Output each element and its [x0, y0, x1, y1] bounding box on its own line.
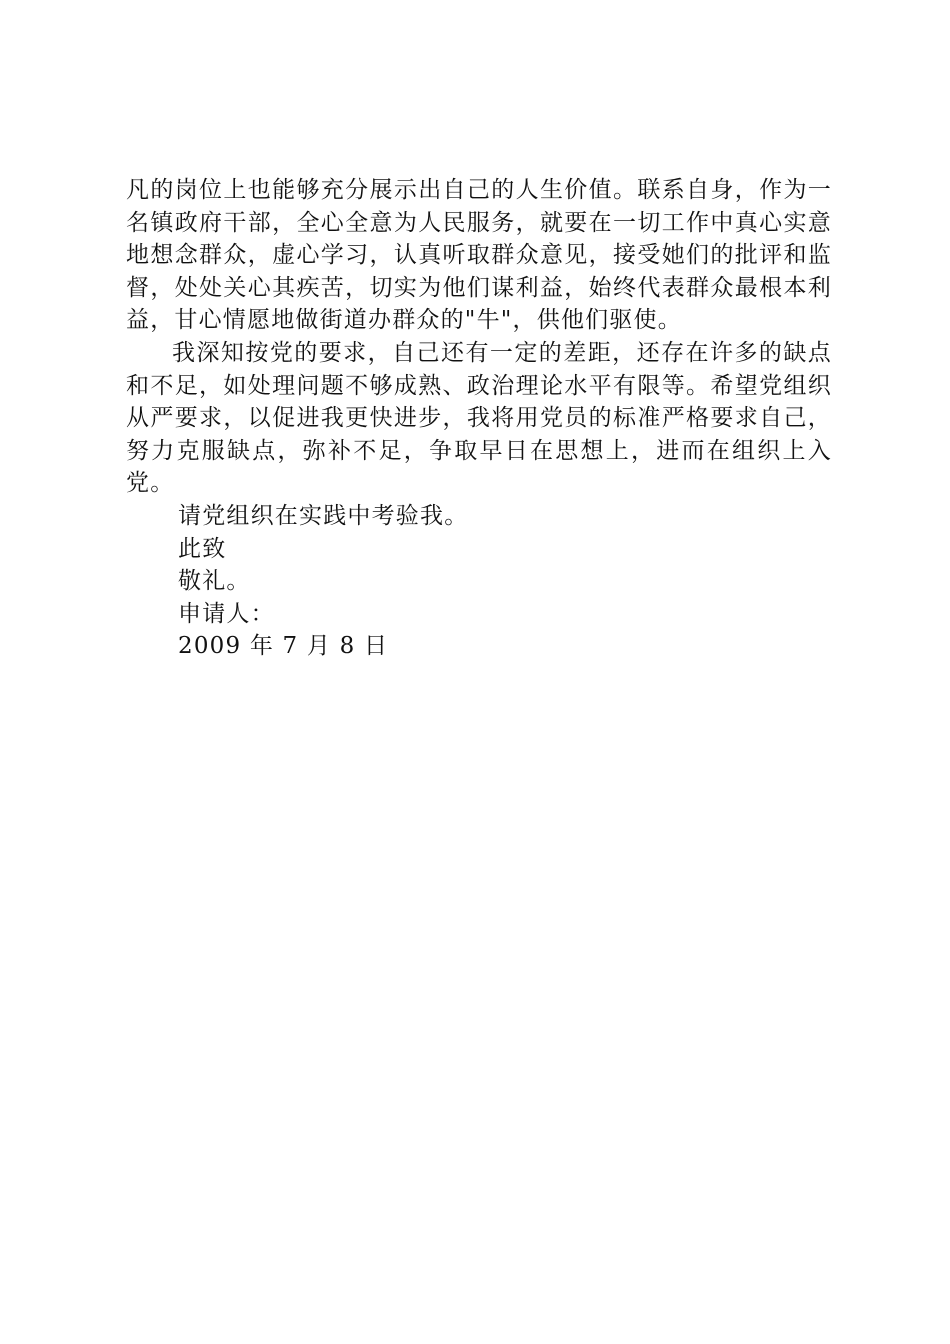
- salutation-line-1: 此致: [178, 535, 227, 562]
- salutation-line-2: 敬礼。: [178, 568, 251, 595]
- body-paragraph-1: 凡的岗位上也能够充分展示出自己的人生价值。联系自身，作为一名镇政府干部，全心全意为人民服务，就要在一切工作中真心实意地想念群众，虚心学习，认真听取群众意见，接受她们的批评和监督，处处关心其疾苦，切实为他们谋利益，始终代表群众最根本利益，甘心情愿地做街道办群众的"牛"，供他们驱使。: [126, 177, 832, 334]
- body-paragraph-2: 我深知按党的要求，自己还有一定的差距，还存在许多的缺点和不足，如处理问题不够成熟、政治理论水平有限等。希望党组织从严要求，以促进我更快进步，我将用党员的标准严格要求自己，努力克服缺点，弥补不足，争取早日在思想上，进而在组织上入党。: [126, 339, 832, 497]
- signature-date: 2009 年 7 月 8 日: [178, 633, 389, 660]
- closing-request: 请党组织在实践中考验我。: [178, 502, 469, 529]
- document-body: [126, 174, 832, 663]
- applicant-label: 申请人：: [178, 600, 275, 627]
